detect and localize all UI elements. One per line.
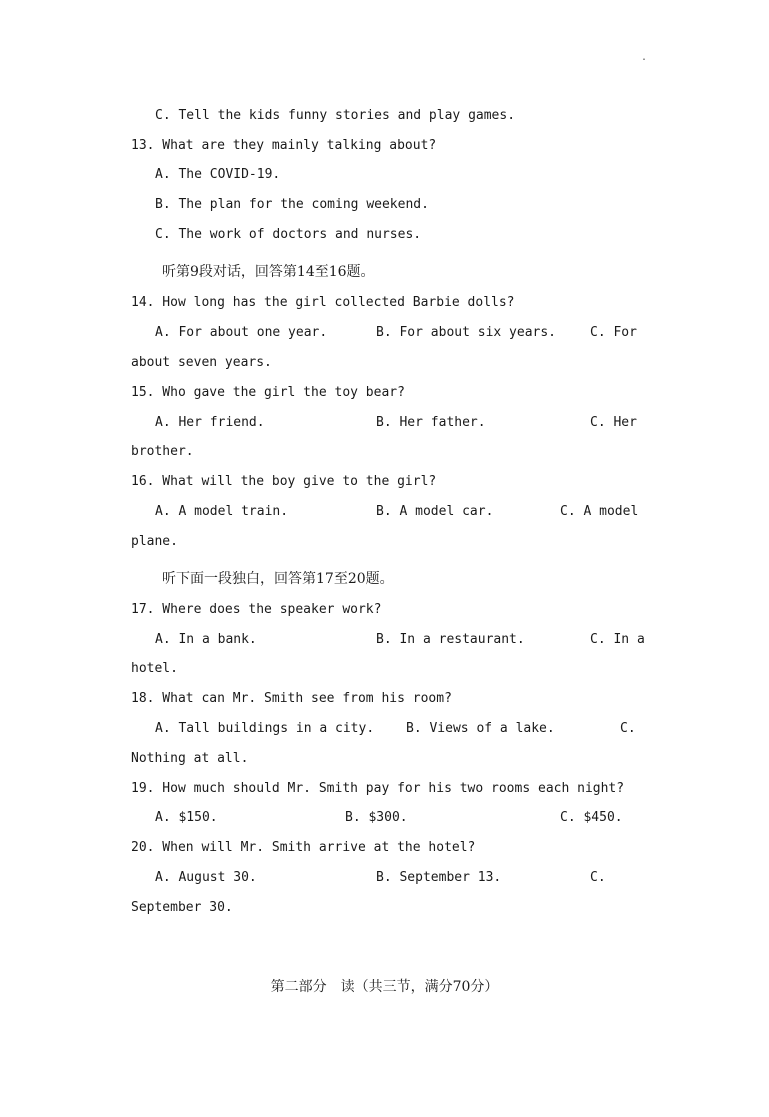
q19-option-a: A. $150. — [155, 810, 218, 825]
q17-option-a: A. In a bank. — [155, 632, 257, 647]
q17-question: 17. Where does the speaker work? — [131, 602, 382, 617]
q20-question: 20. When will Mr. Smith arrive at the hotel? — [131, 840, 476, 855]
q19-question: 19. How much should Mr. Smith pay for his two rooms each night? — [131, 781, 625, 796]
q16-question: 16. What will the boy give to the girl? — [131, 474, 437, 489]
q14-option-c: C. For — [590, 325, 637, 340]
q15-option-b: B. Her father. — [376, 415, 486, 430]
q14-option-c-continued: about seven years. — [131, 355, 272, 370]
q16-option-c-continued: plane. — [131, 534, 178, 549]
q14-option-b: B. For about six years. — [376, 325, 557, 340]
q13-option-c: C. The work of doctors and nurses. — [155, 227, 422, 242]
q17-option-c: C. In a — [590, 632, 645, 647]
q18-option-c: C. — [620, 721, 636, 736]
q14-question: 14. How long has the girl collected Barbie dolls? — [131, 295, 515, 310]
q14-option-a: A. For about one year. — [155, 325, 328, 340]
q17-option-b: B. In a restaurant. — [376, 632, 525, 647]
q20-option-b: B. September 13. — [376, 870, 502, 885]
q18-question: 18. What can Mr. Smith see from his room? — [131, 691, 452, 706]
q16-option-b: B. A model car. — [376, 504, 494, 519]
q18-option-a: A. Tall buildings in a city. — [155, 721, 375, 736]
q15-option-c: C. Her — [590, 415, 637, 430]
q13-option-b: B. The plan for the coming weekend. — [155, 197, 429, 212]
q13-option-a: A. The COVID-19. — [155, 167, 281, 182]
q15-question: 15. Who gave the girl the toy bear? — [131, 385, 405, 400]
q19-option-c: C. $450. — [560, 810, 623, 825]
q12-option-c: C. Tell the kids funny stories and play games. — [155, 108, 516, 123]
q16-option-a: A. A model train. — [155, 504, 289, 519]
part-two-heading: 第二部分 读（共三节，满分70分） — [270, 979, 499, 995]
section-10-instruction: 听下面一段独白，回答第17至20题。 — [162, 571, 394, 587]
corner-mark: . — [641, 52, 648, 63]
q19-option-b: B. $300. — [345, 810, 408, 825]
q18-option-c-continued: Nothing at all. — [131, 751, 249, 766]
section-9-instruction: 听第9段对话，回答第14至16题。 — [162, 264, 375, 280]
q20-option-c: C. — [590, 870, 606, 885]
q15-option-c-continued: brother. — [131, 444, 194, 459]
q17-option-c-continued: hotel. — [131, 661, 178, 676]
q20-option-a: A. August 30. — [155, 870, 257, 885]
q15-option-a: A. Her friend. — [155, 415, 265, 430]
q16-option-c: C. A model — [560, 504, 639, 519]
q18-option-b: B. Views of a lake. — [406, 721, 555, 736]
q13-question: 13. What are they mainly talking about? — [131, 138, 437, 153]
q20-option-c-continued: September 30. — [131, 900, 233, 915]
